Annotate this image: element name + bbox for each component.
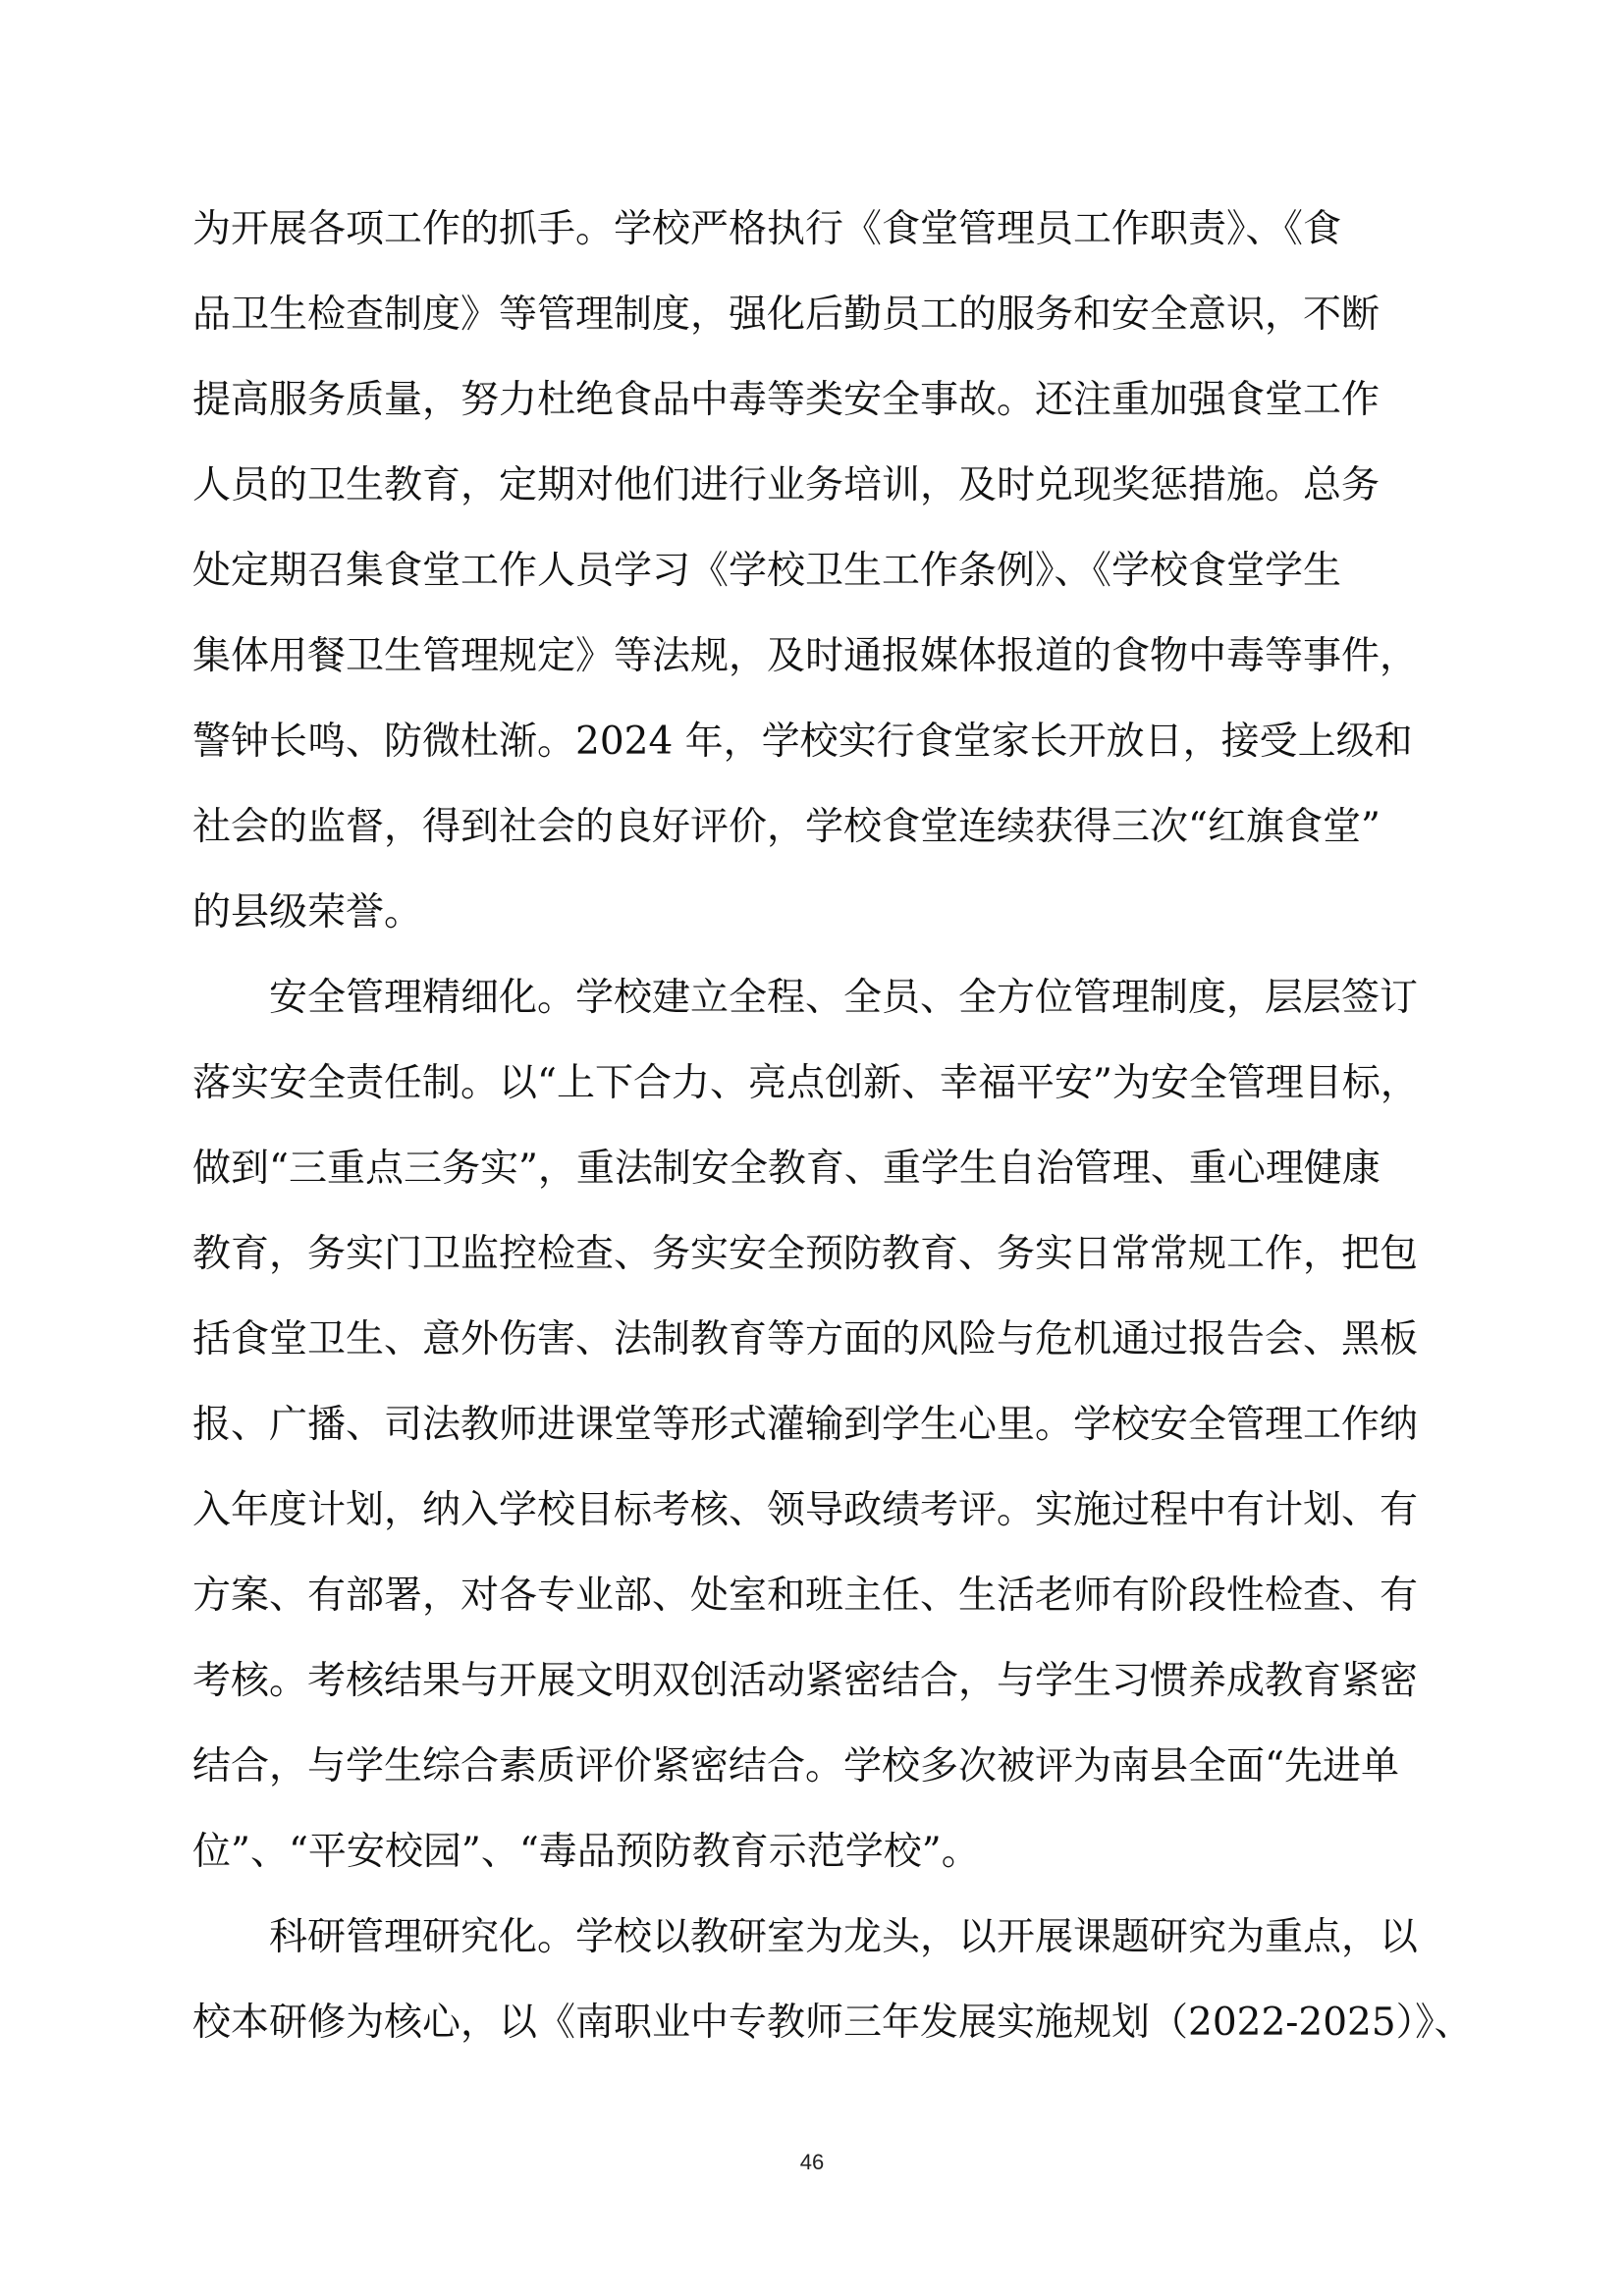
text-line: 落实安全责任制。以“上下合力、亮点创新、幸福平安”为安全管理目标， [192, 1061, 1419, 1105]
text-line: 校本研修为核心，以《南职业中专教师三年发展实施规划（2022-2025）》、 [192, 2001, 1473, 2045]
text-line: 方案、有部署，对各专业部、处室和班主任、生活老师有阶段性检查、有 [192, 1574, 1419, 1618]
text-line: 位”、“平安校园”、“毒品预防教育示范学校”。 [192, 1830, 980, 1874]
text-line: 人员的卫生教育，定期对他们进行业务培训，及时兑现奖惩措施。总务 [192, 463, 1380, 507]
text-line: 入年度计划，纳入学校目标考核、领导政绩考评。实施过程中有计划、有 [192, 1488, 1419, 1532]
text-line: 报、广播、司法教师进课堂等形式灌输到学生心里。学校安全管理工作纳 [192, 1403, 1419, 1447]
text-line: 警钟长鸣、防微杜渐。2024 年，学校实行食堂家长开放日，接受上级和 [192, 720, 1413, 764]
text-line: 品卫生检查制度》等管理制度，强化后勤员工的服务和安全意识，不断 [192, 293, 1380, 337]
page-number: 46 [799, 2150, 825, 2174]
paragraph-first-line: 安全管理精细化。学校建立全程、全员、全方位管理制度，层层签订 [269, 976, 1419, 1020]
text-line: 教育，务实门卫监控检查、务实安全预防教育、务实日常常规工作，把包 [192, 1232, 1419, 1276]
text-line: 集体用餐卫生管理规定》等法规，及时通报媒体报道的食物中毒等事件， [192, 634, 1419, 678]
text-line: 考核。考核结果与开展文明双创活动紧密结合，与学生习惯养成教育紧密 [192, 1659, 1419, 1703]
text-line: 为开展各项工作的抓手。学校严格执行《食堂管理员工作职责》、《食 [192, 207, 1342, 251]
text-line: 处定期召集食堂工作人员学习《学校卫生工作条例》、《学校食堂学生 [192, 549, 1342, 593]
text-line: 社会的监督，得到社会的良好评价，学校食堂连续获得三次“红旗食堂” [192, 805, 1380, 849]
text-line: 括食堂卫生、意外伤害、法制教育等方面的风险与危机通过报告会、黑板 [192, 1317, 1419, 1362]
text-line: 结合，与学生综合素质评价紧密结合。学校多次被评为南县全面“先进单 [192, 1744, 1399, 1789]
paragraph-first-line: 科研管理研究化。学校以教研室为龙头，以开展课题研究为重点，以 [269, 1915, 1419, 1959]
text-line: 提高服务质量，努力杜绝食品中毒等类安全事故。还注重加强食堂工作 [192, 378, 1380, 422]
text-line: 的县级荣誉。 [192, 890, 423, 934]
text-line: 做到“三重点三务实”，重法制安全教育、重学生自治管理、重心理健康 [192, 1147, 1380, 1191]
